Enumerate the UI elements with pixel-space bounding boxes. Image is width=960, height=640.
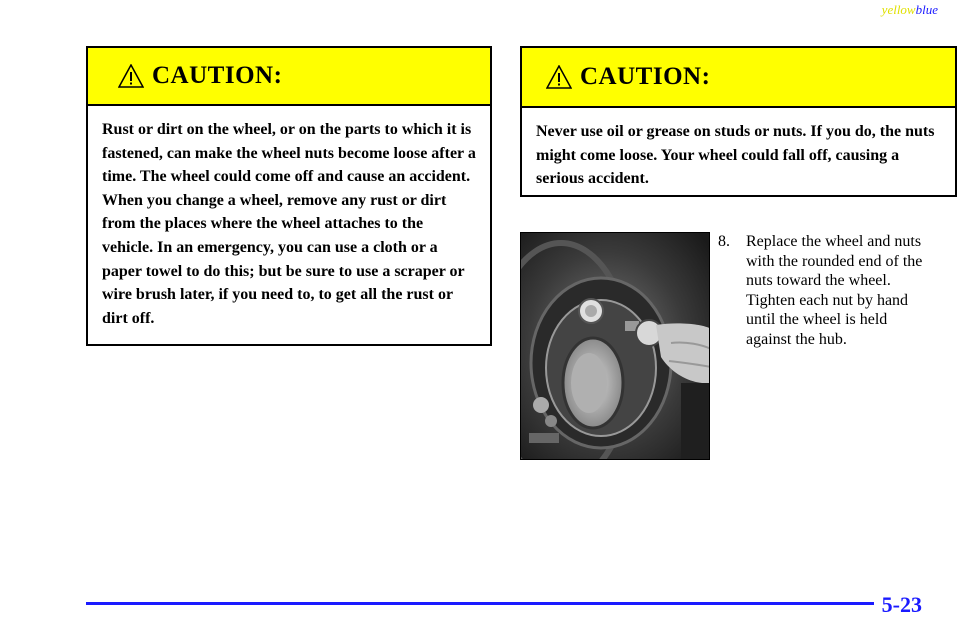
page-number: 5-23 [881, 592, 922, 617]
header-tag-yellow: yellow [881, 2, 916, 17]
header-tag-blue: blue [915, 2, 938, 17]
wheel-hub-photo [520, 232, 710, 460]
footer-divider [86, 602, 874, 605]
caution-header [88, 48, 490, 106]
step-number: 8. [718, 233, 730, 250]
caution-title: CAUTION: [152, 62, 283, 89]
step-text: Replace the wheel and nuts with the rounded end of the nuts toward the wheel. Tighten each nut by hand until the wheel is held against the hub. [746, 233, 923, 348]
caution-box-rust [86, 46, 492, 346]
caution-body: Never use oil or grease on studs or nuts. If you do, the nuts might come loose. Your wheel could fall off, causing a serious accident. [536, 123, 935, 188]
header-color-tag [882, 2, 938, 18]
caution-header [522, 48, 955, 108]
caution-box-oil [520, 46, 957, 197]
wheel-hub-image [521, 233, 710, 460]
caution-body: Rust or dirt on the wheel, or on the parts to which it is fastened, can make the wheel nuts become loose after a time. The wheel could come off and cause an accident. When you change a wheel, remove any rust or dirt from the places where the wheel attaches to the vehicle. In an emergency, you can use a cloth or a paper towel to do this; but be sure to use a scraper or wire brush later, if you need to, to get all the rust or dirt off. [102, 121, 476, 327]
warning-triangle-icon [118, 64, 144, 88]
warning-triangle-icon [546, 65, 572, 89]
caution-title: CAUTION: [580, 63, 711, 90]
